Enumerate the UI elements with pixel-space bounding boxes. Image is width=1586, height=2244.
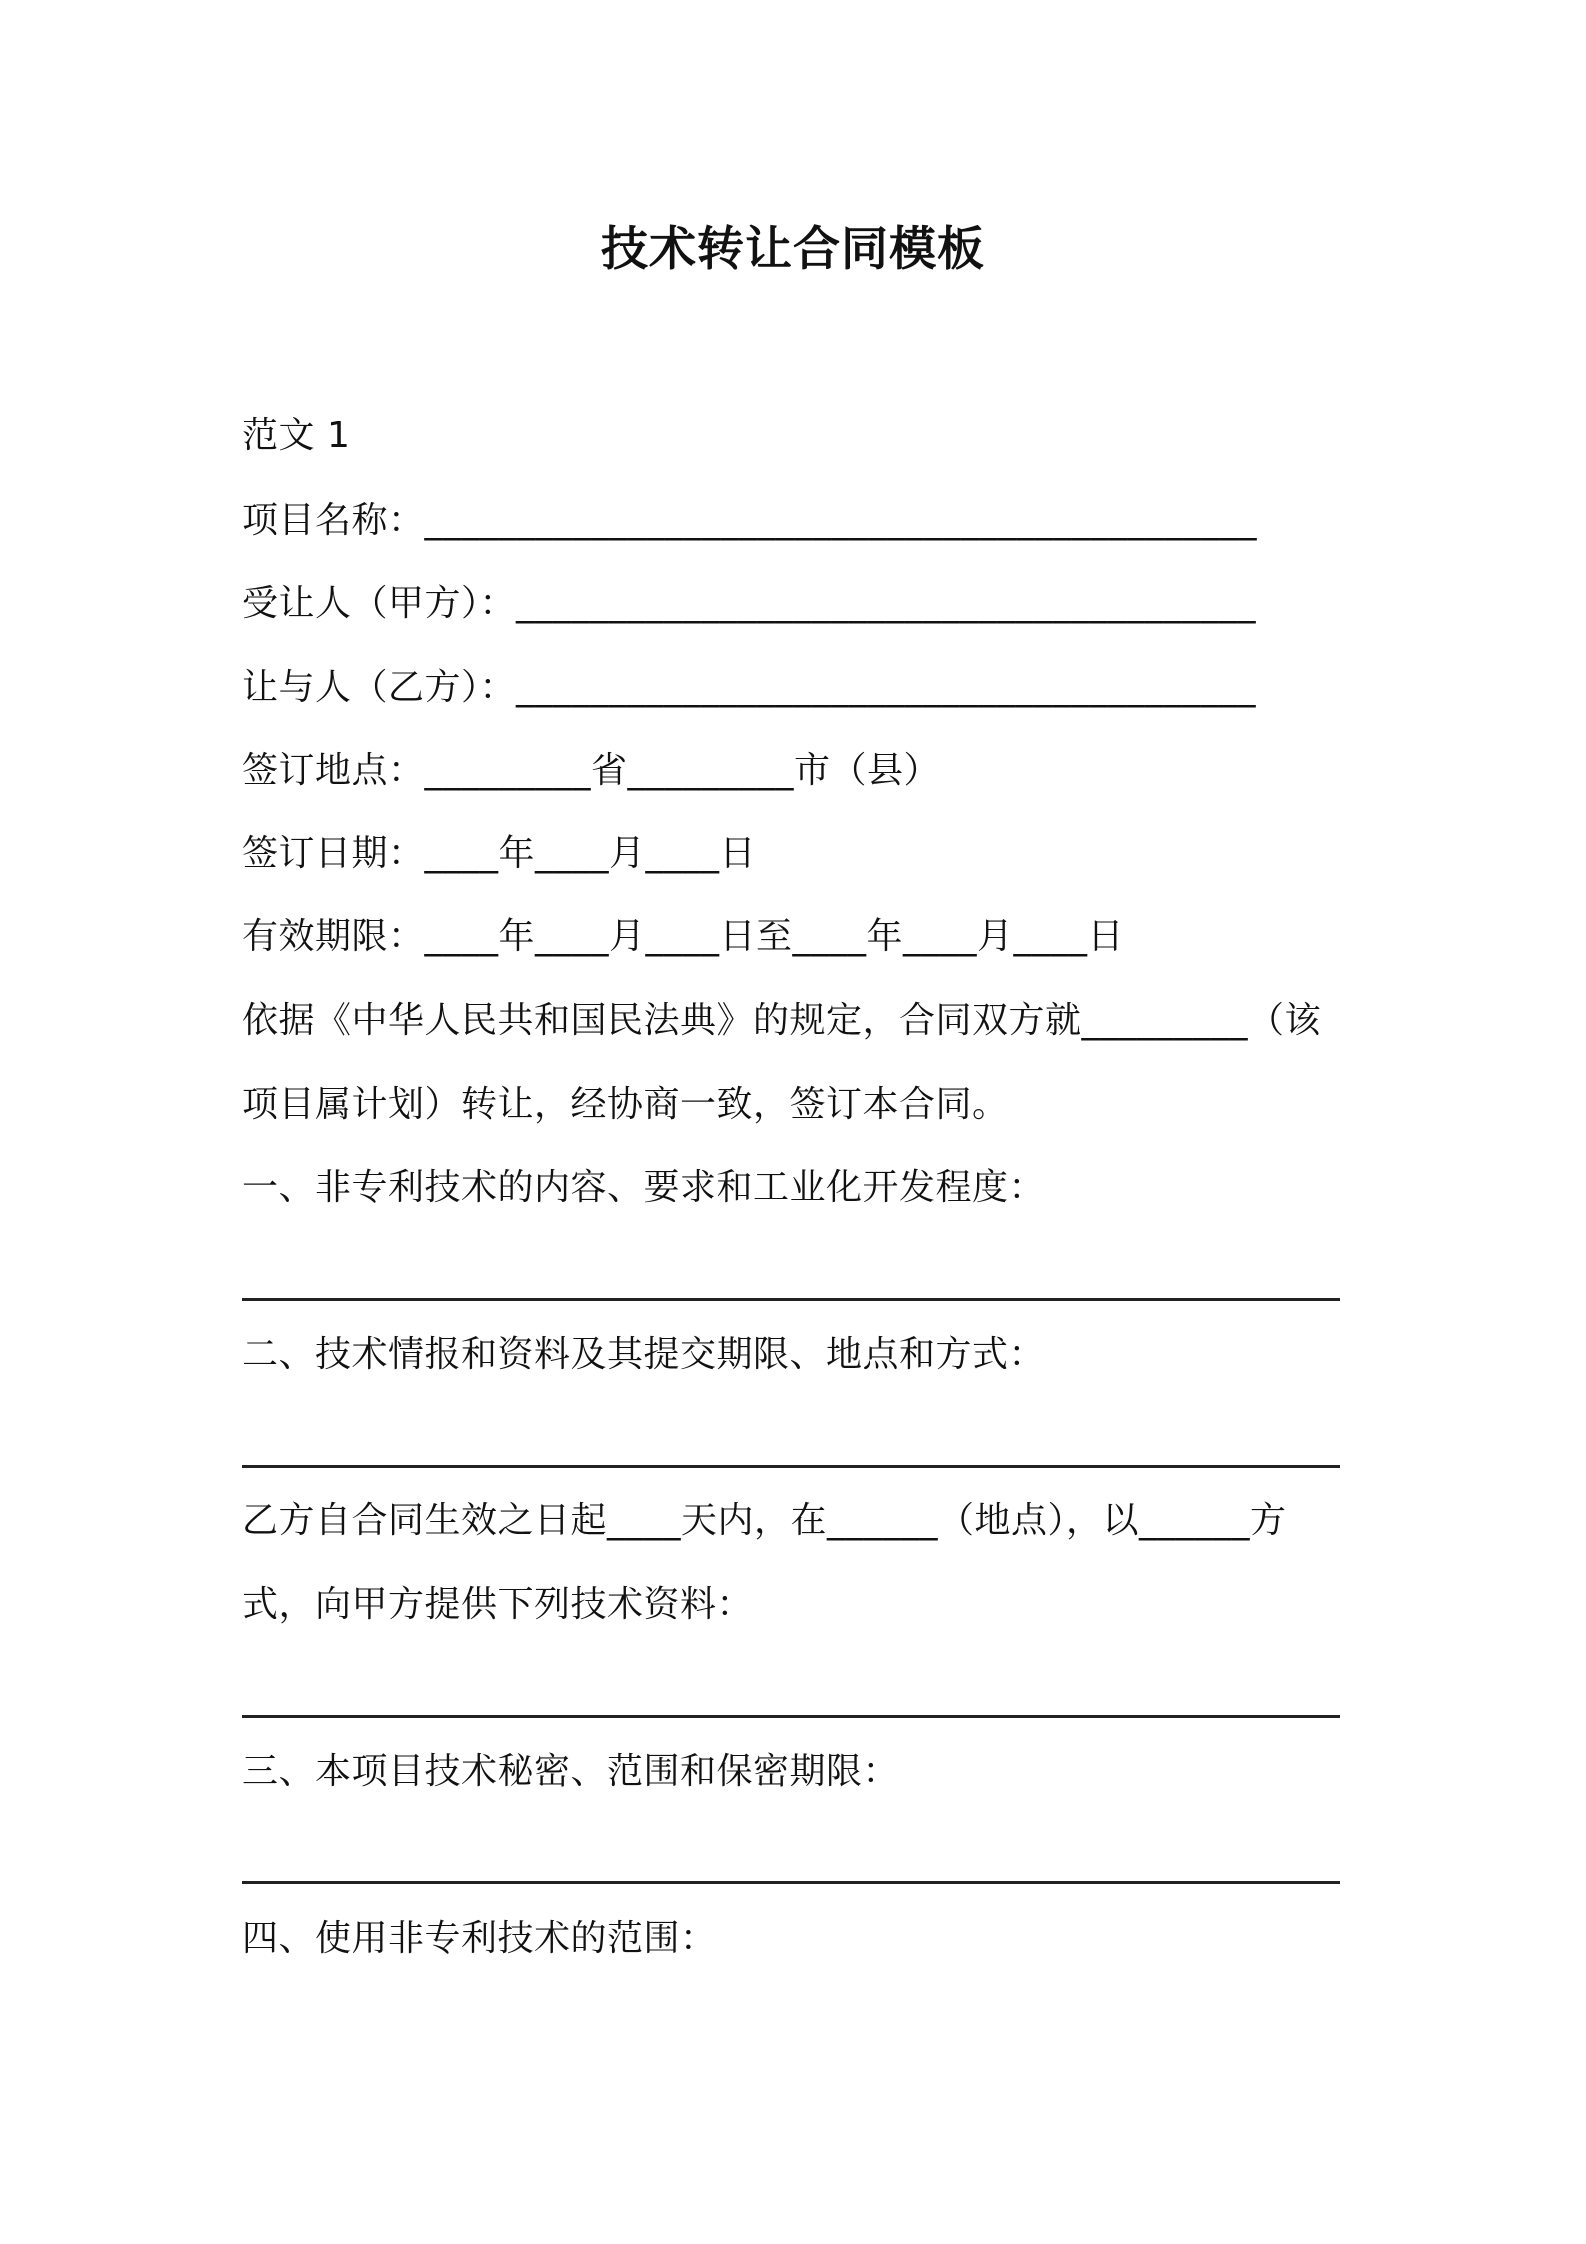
section-two-heading: 二、技术情报和资料及其提交期限、地点和方式： [242, 1334, 1046, 1375]
sample-label: 范文 1 [242, 415, 351, 456]
section-one-blank-line [242, 1298, 1340, 1301]
provision-paragraph-line-1: 乙方自合同生效之日起____天内，在______（地点），以______方 [242, 1500, 1287, 1541]
basis-paragraph-line-1: 依据《中华人民共和国民法典》的规定，合同双方就_________（该 [242, 1000, 1322, 1041]
basis-paragraph-line-2: 项目属计划）转让，经协商一致，签订本合同。 [242, 1084, 1009, 1125]
document-title: 技术转让合同模板 [601, 222, 985, 277]
transferee-line: 受让人（甲方）：________________________________________ [242, 583, 1257, 624]
signing-date-line: 签订日期：____年____月____日 [242, 833, 757, 874]
provision-paragraph-line-2: 式，向甲方提供下列技术资料： [242, 1584, 754, 1625]
transferor-line: 让与人（乙方）：________________________________________ [242, 667, 1257, 708]
section-two-blank-line [242, 1465, 1340, 1468]
validity-period-line: 有效期限：____年____月____日至____年____月____日 [242, 916, 1125, 957]
section-one-heading: 一、非专利技术的内容、要求和工业化开发程度： [242, 1167, 1046, 1208]
section-three-blank-line [242, 1881, 1340, 1884]
provision-blank-line [242, 1715, 1340, 1718]
project-name-line: 项目名称：_____________________________________________ [242, 500, 1258, 541]
section-three-heading: 三、本项目技术秘密、范围和保密期限： [242, 1751, 900, 1792]
section-four-heading: 四、使用非专利技术的范围： [242, 1918, 717, 1959]
signing-place-line: 签订地点：_________省_________市（县） [242, 750, 941, 791]
